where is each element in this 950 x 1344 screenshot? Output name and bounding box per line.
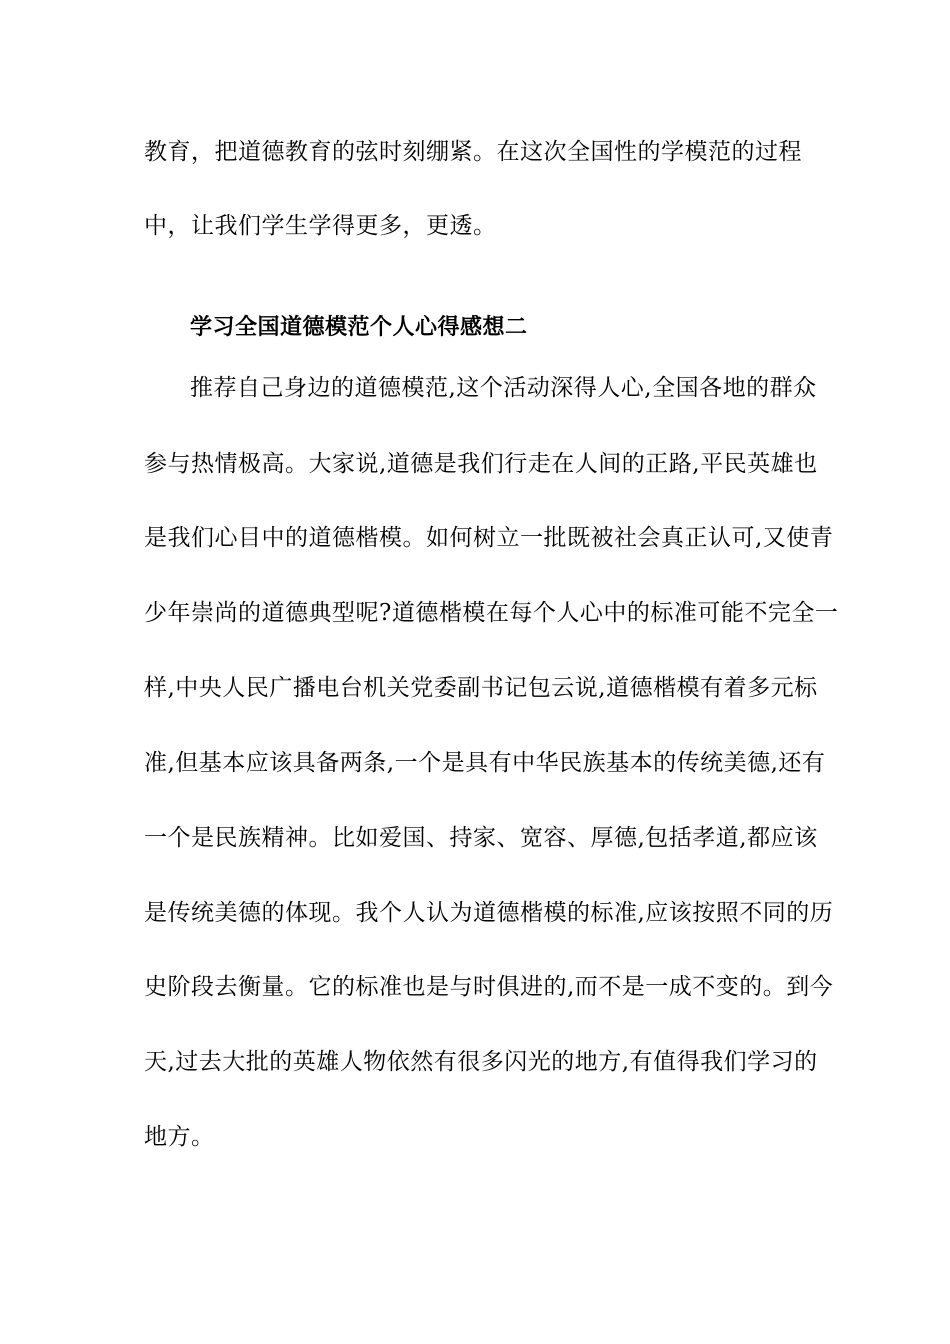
continuation-line-2: 中，让我们学生学得更多，更透。	[144, 213, 497, 239]
paragraph-line-4: 少年崇尚的道德典型呢?道德楷模在每个人心中的标准可能不完全一	[144, 600, 839, 626]
paragraph-line-6: 准,但基本应该具备两条,一个是具有中华民族基本的传统美德,还有	[144, 750, 826, 776]
paragraph-line-10: 天,过去大批的英雄人物依然有很多闪光的地方,有值得我们学习的	[144, 1049, 818, 1075]
continuation-line-1: 教育，把道德教育的弦时刻绷紧。在这次全国性的学模范的过程	[144, 139, 802, 165]
paragraph-line-3: 是我们心目中的道德楷模。如何树立一批既被社会真正认可,又使青	[144, 525, 834, 551]
paragraph-line-1: 推荐自己身边的道德模范,这个活动深得人心,全国各地的群众	[190, 375, 817, 401]
paragraph-line-5: 样,中央人民广播电台机关党委副书记包云说,道德楷模有着多元标	[144, 675, 818, 701]
paragraph-line-2: 参与热情极高。大家说,道德是我们行走在人间的正路,平民英雄也	[144, 451, 818, 477]
paragraph-line-9: 史阶段去衡量。它的标准也是与时俱进的,而不是一成不变的。到今	[144, 974, 834, 1000]
paragraph-line-11: 地方。	[144, 1124, 215, 1150]
paragraph-line-8: 是传统美德的体现。我个人认为道德楷模的标准,应该按照不同的历	[144, 900, 834, 926]
paragraph-line-7: 一个是民族精神。比如爱国、持家、宽容、厚德,包括孝道,都应该	[144, 825, 818, 851]
section-heading: 学习全国道德模范个人心得感想二	[190, 315, 528, 340]
